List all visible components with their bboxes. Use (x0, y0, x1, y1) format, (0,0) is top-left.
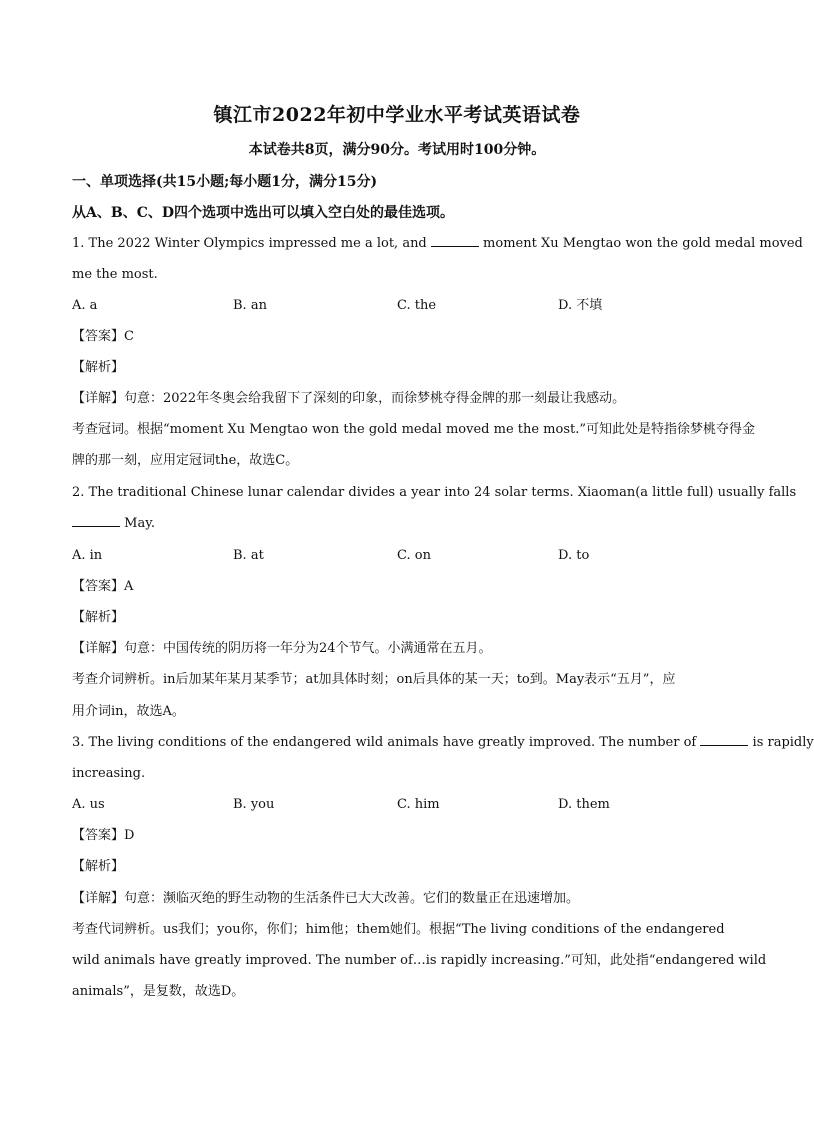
question-2-stem-tail: May. (124, 516, 155, 531)
question-2-option-a: A. in (72, 548, 103, 563)
question-1-analysis-label: 【解析】 (72, 360, 125, 375)
question-3-explanation-line-1: 考查代词辨析。us我们；you你，你们；him他；them她们。根据“The living conditions of the endangered (72, 922, 725, 937)
question-2-analysis-label: 【解析】 (72, 610, 125, 625)
question-2-detail: 【详解】句意：中国传统的阴历将一年分为24个节气。小满通常在五月。 (72, 641, 492, 656)
question-1-explanation-line-1: 考查冠词。根据“moment Xu Mengtao won the gold medal moved me the most.”可知此处是特指徐梦桃夺得金 (72, 422, 756, 437)
question-2-explanation-line-2: 用介词in，故选A。 (72, 704, 185, 719)
question-2-explanation-line-1: 考查介词辨析。in后加某年某月某季节；at加具体时刻；on后具体的某一天；to到。May表示“五月”，应 (72, 672, 676, 687)
question-1-stem (72, 234, 803, 254)
question-1-option-b: B. an (233, 298, 267, 313)
page-title: 镇江市2022年初中学业水平考试英语试卷 (213, 104, 581, 126)
question-3-option-d: D. them (558, 797, 610, 812)
question-1-option-c: C. the (397, 298, 437, 313)
question-1-stem-part-b: moment Xu Mengtao won the gold medal moved (483, 236, 803, 251)
question-3-stem-part-b: is rapidly (752, 735, 814, 750)
question-1-stem-line-2: me the most. (72, 267, 158, 282)
exam-info: 本试卷共8页，满分90分。考试用时100分钟。 (248, 142, 546, 158)
question-3-stem-line-2: increasing. (72, 766, 146, 781)
question-1-option-a: A. a (72, 298, 98, 313)
question-3-stem (72, 733, 814, 753)
question-1-answer: 【答案】C (72, 329, 134, 344)
question-3-explanation-line-2: wild animals have greatly improved. The number of…is rapidly increasing.”可知，此处指“endangered wild (72, 953, 767, 968)
question-3-stem-part-a: 3. The living conditions of the endangered wild animals have greatly improved. The number of (72, 735, 697, 750)
answer-blank (700, 733, 748, 746)
question-3-option-c: C. him (397, 797, 440, 812)
answer-blank (431, 234, 479, 247)
question-2-option-c: C. on (397, 548, 431, 563)
question-3-analysis-label: 【解析】 (72, 859, 125, 874)
question-2-option-b: B. at (233, 548, 264, 563)
question-3-explanation-line-3: animals”，是复数，故选D。 (72, 984, 245, 999)
question-2-stem: 2. The traditional Chinese lunar calendar divides a year into 24 solar terms. Xiaoman(a little full) usually falls (72, 485, 797, 500)
question-2-option-d: D. to (558, 548, 590, 563)
question-2-stem-line-2 (72, 514, 155, 534)
question-3-answer: 【答案】D (72, 828, 135, 843)
question-1-stem-part-a: 1. The 2022 Winter Olympics impressed me a lot, and (72, 236, 427, 251)
question-1-explanation-line-2: 牌的那一刻，应用定冠词the，故选C。 (72, 453, 299, 468)
question-2-answer: 【答案】A (72, 579, 134, 594)
question-3-detail: 【详解】句意：濒临灭绝的野生动物的生活条件已大大改善。它们的数量正在迅速增加。 (72, 891, 580, 906)
question-1-detail: 【详解】句意：2022年冬奥会给我留下了深刻的印象，而徐梦桃夺得金牌的那一刻最让我感动。 (72, 391, 626, 406)
question-1-option-d: D. 不填 (558, 298, 603, 313)
section-instruction: 从A、B、C、D四个选项中选出可以填入空白处的最佳选项。 (72, 205, 454, 221)
question-3-option-a: A. us (72, 797, 105, 812)
question-3-option-b: B. you (233, 797, 275, 812)
answer-blank (72, 514, 120, 527)
section-heading: 一、单项选择(共15小题;每小题1分，满分15分) (72, 174, 378, 190)
